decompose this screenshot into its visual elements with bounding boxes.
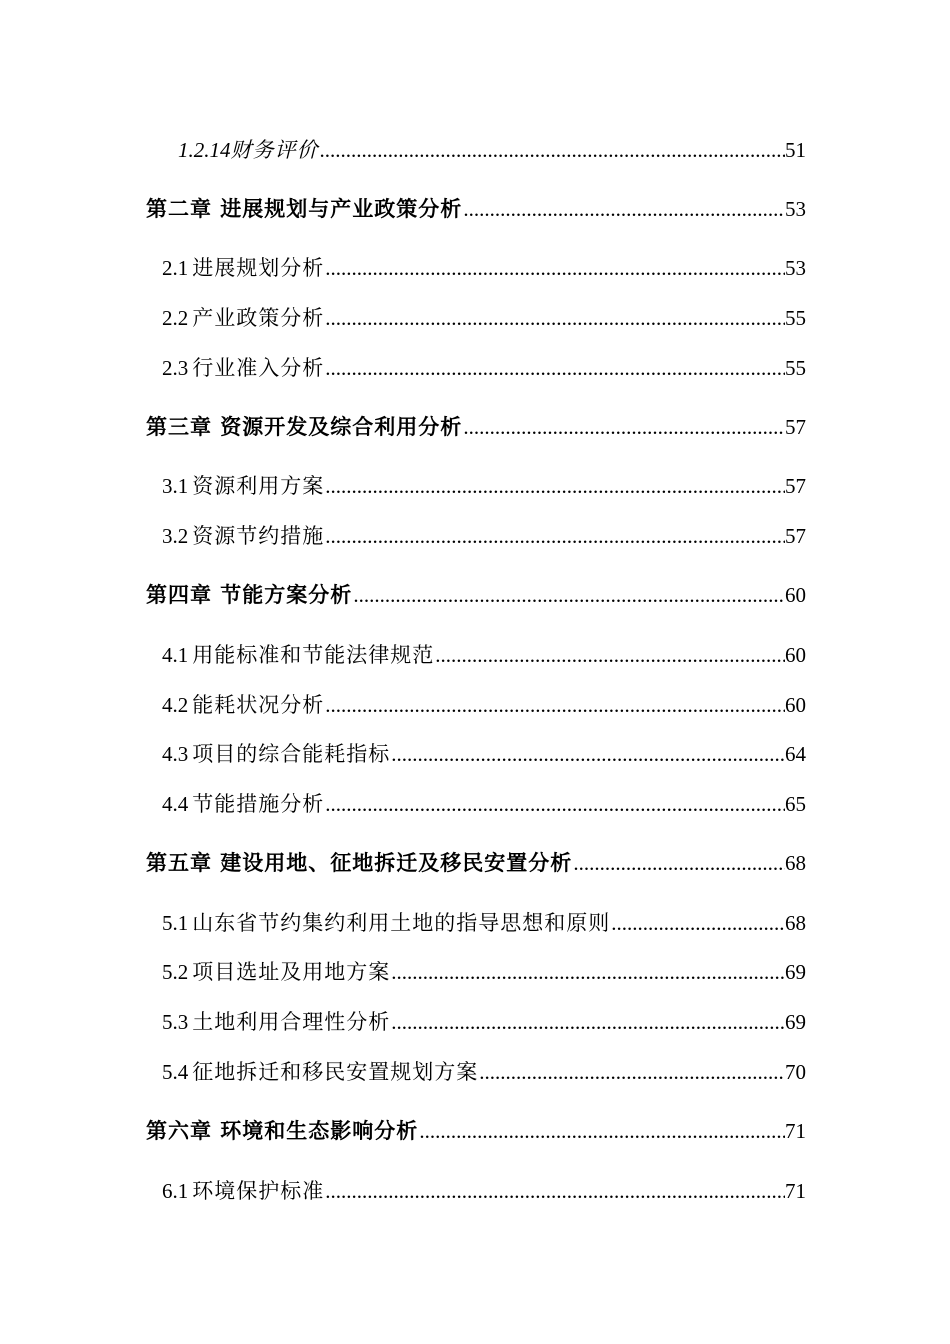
toc-entry-page: 55 xyxy=(785,306,806,330)
toc-entry-title: 财务评价 xyxy=(230,138,319,162)
toc-dot-leader xyxy=(478,1058,785,1086)
toc-entry-number: 2.2 xyxy=(162,306,189,330)
toc-entry-page: 57 xyxy=(785,415,806,439)
toc-dot-leader xyxy=(319,136,786,164)
toc-chapter-5[interactable] xyxy=(146,849,806,877)
toc-entry-number: 2.1 xyxy=(162,256,189,280)
toc-dot-leader xyxy=(324,472,785,500)
toc-entry-title: 产业政策分析 xyxy=(192,306,325,330)
toc-dot-leader xyxy=(390,958,785,986)
toc-entry-3-1[interactable] xyxy=(162,472,806,500)
toc-entry-2-3[interactable] xyxy=(162,354,806,382)
toc-entry-title: 项目选址及用地方案 xyxy=(192,960,391,984)
toc-entry-4-1[interactable] xyxy=(162,641,806,669)
toc-entry-page: 65 xyxy=(785,792,806,816)
toc-entry-number: 3.2 xyxy=(162,524,189,548)
toc-dot-leader xyxy=(324,354,785,382)
toc-entry-title: 进展规划分析 xyxy=(192,256,325,280)
toc-chapter-2[interactable] xyxy=(146,195,806,223)
toc-entry-title: 项目的综合能耗指标 xyxy=(192,742,391,766)
toc-entry-page: 57 xyxy=(785,524,806,548)
toc-dot-leader xyxy=(352,581,785,609)
toc-entry-title: 第四章 节能方案分析 xyxy=(146,582,353,607)
toc-entry-title: 资源节约措施 xyxy=(192,524,325,548)
toc-entry-4-3[interactable] xyxy=(162,740,806,768)
toc-dot-leader xyxy=(324,522,785,550)
toc-entry-5-4[interactable] xyxy=(162,1058,806,1086)
toc-entry-title: 能耗状况分析 xyxy=(192,693,325,717)
toc-entry-title: 行业准入分析 xyxy=(192,356,325,380)
toc-entry-page: 64 xyxy=(785,742,806,766)
toc-entry-number: 4.4 xyxy=(162,792,189,816)
toc-entry-number: 6.1 xyxy=(162,1179,189,1203)
toc-dot-leader xyxy=(462,413,785,441)
toc-entry-number: 4.3 xyxy=(162,742,189,766)
toc-dot-leader xyxy=(462,195,785,223)
toc-entry-2-2[interactable] xyxy=(162,304,806,332)
toc-entry-number: 5.2 xyxy=(162,960,189,984)
toc-entry-page: 69 xyxy=(785,1010,806,1034)
toc-entry-5-1[interactable] xyxy=(162,909,806,937)
toc-entry-page: 69 xyxy=(785,960,806,984)
toc-entry-page: 60 xyxy=(785,693,806,717)
toc-entry-1-2-14[interactable] xyxy=(178,136,806,164)
toc-entry-title: 第二章 进展规划与产业政策分析 xyxy=(146,196,463,221)
toc-entry-title: 第三章 资源开发及综合利用分析 xyxy=(146,414,463,439)
toc-entry-number: 4.2 xyxy=(162,693,189,717)
toc-dot-leader xyxy=(390,740,785,768)
toc-dot-leader xyxy=(324,304,785,332)
toc-entry-page: 57 xyxy=(785,474,806,498)
toc-entry-page: 55 xyxy=(785,356,806,380)
toc-dot-leader xyxy=(324,1177,785,1205)
toc-dot-leader xyxy=(324,254,785,282)
toc-entry-page: 70 xyxy=(785,1060,806,1084)
toc-dot-leader xyxy=(390,1008,785,1036)
toc-dot-leader xyxy=(572,849,785,877)
toc-entry-title: 环境保护标准 xyxy=(192,1179,325,1203)
toc-entry-title: 第六章 环境和生态影响分析 xyxy=(146,1118,419,1143)
toc-chapter-3[interactable] xyxy=(146,413,806,441)
toc-dot-leader xyxy=(418,1117,785,1145)
toc-dot-leader xyxy=(610,909,785,937)
toc-entry-title: 征地拆迁和移民安置规划方案 xyxy=(192,1060,479,1084)
toc-entry-page: 68 xyxy=(785,851,806,875)
toc-entry-title: 土地利用合理性分析 xyxy=(192,1010,391,1034)
toc-entry-4-4[interactable] xyxy=(162,790,806,818)
toc-entry-page: 60 xyxy=(785,643,806,667)
toc-entry-page: 53 xyxy=(785,256,806,280)
toc-entry-number: 5.1 xyxy=(162,911,189,935)
toc-entry-page: 51 xyxy=(785,138,806,162)
toc-entry-page: 71 xyxy=(785,1179,806,1203)
toc-chapter-6[interactable] xyxy=(146,1117,806,1145)
toc-entry-title: 山东省节约集约利用土地的指导思想和原则 xyxy=(192,911,611,935)
toc-dot-leader xyxy=(324,691,785,719)
toc-dot-leader xyxy=(324,790,785,818)
toc-entry-2-1[interactable] xyxy=(162,254,806,282)
toc-dot-leader xyxy=(434,641,785,669)
toc-entry-number: 4.1 xyxy=(162,643,189,667)
toc-entry-6-1[interactable] xyxy=(162,1177,806,1205)
toc-entry-title: 节能措施分析 xyxy=(192,792,325,816)
toc-entry-number: 2.3 xyxy=(162,356,189,380)
toc-entry-title: 用能标准和节能法律规范 xyxy=(192,643,435,667)
toc-entry-5-3[interactable] xyxy=(162,1008,806,1036)
toc-entry-page: 68 xyxy=(785,911,806,935)
toc-entry-page: 71 xyxy=(785,1119,806,1143)
toc-entry-title: 资源利用方案 xyxy=(192,474,325,498)
toc-entry-title: 第五章 建设用地、征地拆迁及移民安置分析 xyxy=(146,850,573,875)
toc-entry-number: 1.2.14 xyxy=(178,138,231,162)
toc-entry-4-2[interactable] xyxy=(162,691,806,719)
toc-entry-number: 3.1 xyxy=(162,474,189,498)
toc-entry-number: 5.3 xyxy=(162,1010,189,1034)
toc-entry-3-2[interactable] xyxy=(162,522,806,550)
toc-chapter-4[interactable] xyxy=(146,581,806,609)
toc-entry-number: 5.4 xyxy=(162,1060,189,1084)
toc-entry-page: 53 xyxy=(785,197,806,221)
toc-entry-page: 60 xyxy=(785,583,806,607)
toc-entry-5-2[interactable] xyxy=(162,958,806,986)
